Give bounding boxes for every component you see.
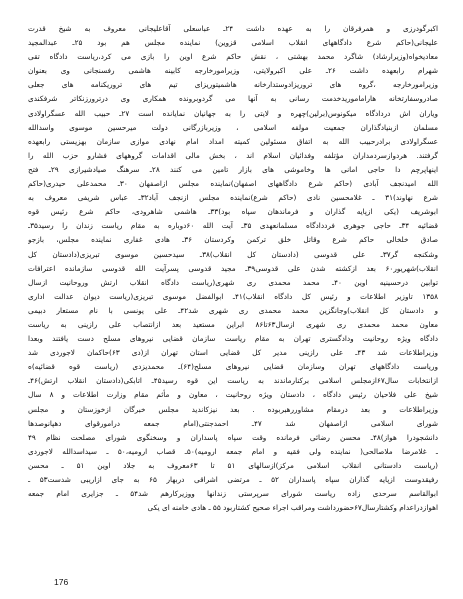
text-line: ۱۳۵۸ تاوزیر اطلاعات و رئیس کل دادگاه انقلاب)۴۱ـ ابوالفضل موسوی تبریزی(ریاست دیوان عدالت اداری [28,291,438,301]
text-line: اینهاپرچم دا حاجی امانی ها وخاموشی های بازار تامین می کنند ۲۸ـ سرهنگ صیادشیرازی ۲۹ـ فتح [28,164,438,174]
body-text [28,22,438,515]
text-line: اهوازدراعدام وکشتارسال۶۷حضورداشت ومراقب اجراء صحیح کشتاربود ۵۵ ـ هادی خامنه ای یکی [147,503,438,513]
text-line: عسگراولادی برادرحبیب الله به اتفاق مسئولین کمیته امداد امام نهادی موازی سازمان بهزیستی رابعهده [28,136,438,146]
text-line: ویاران اش دردادگاه میکونوس(برلین)چهره و لایتی را به جهانیان نمایانده است ۲۷ـ حبیب الله عسگراولادی [28,108,438,118]
text-line: شرع نهاوند)۳۱ ـ غلامحسین نادی (حاکم شرع)نماینده مجلس ازنجف آباد۳۲ـ عباس شریفی معروف به [28,193,438,203]
text-line: وشکنجه گر۳۷ـ علی قدوسی (دادستان کل انقلاب)۳۸ـ سیدحسین موسوی تبریزی(دادستان کل [28,249,438,259]
text-line: معاون محمد محمدی ری شهری ازسال۶۳تا۸۶ ابراین مستعید بعد ازانتصاب علی رازینی به ریاست [28,319,438,329]
text-line: انقلاب)شهریور۶۰ بعد ازکشته شدن علی قدوسی۳۹ـ مجید قدوسی پسرآیت الله قدوسی سازمانده اعترافات [28,263,438,273]
text-line: صادروسفارتخانه هاراماموریدخدمت رسانی به آنها می گردوبرونده همکاری وی درترورزنکاتر شرفکندی [28,94,438,104]
text-line: دادگاه ویژه روحانیت ودادگستری تهران به مقام ریاست سازمان قضایی نیروهای مسلح دست یافتند وبعدا [28,334,438,344]
text-line: مسلمان ازبنیادگذاران جمعیت مولفه اسلامی ، وزیربازرگانی دولت میرحسین موسوی واسدالله [28,122,438,132]
text-line: شهرام رابعهده داشت ۲۶ـ علی اکبرولایتی، وزیرامورخارجه کابینه هاشمی رفسنجانی وی بعنوان [28,66,438,76]
text-line: شیخ علی فلاحیان رئیس دادگاه ، دادستان ویژه روحانیت ، معاون و مأثم مقام وزارت اطلاعات و ۸ سال [28,390,438,400]
text-line: اکبرگودرزی و همرفرقان را به عهده داشت ۲۴ـ عباسعلی آقاعلیجانی معروف به شیخ قدرت [28,24,438,33]
page-number: 176 [54,577,69,587]
text-line: قضائیه ۳۴ـ حاجی جوهری فرددادگاه مسلمانعهدی ۳۵ـ آیت الله ۶۰دوباره به مقام ریاست زندان را رسید۳۵ـ [28,221,438,231]
text-line: شورای اسلامی ازاصفهان شد ۴۷ـ احمدجنتی(امام جمعه درامورقوای دهپانوصدها [28,418,438,428]
text-line: صادق خلخالی حاکم شرع وقاتل خلق ترکمن وکردستان ۳۶ـ هادی غفاری نماینده مجلس، بازجو [28,235,438,245]
text-line: وریاست دادگاههای تهران وسازمان قضایی نیروهای مسلح(۶۴)ـ محمدیزدی (ریاست قوه قضائیه)ه [28,362,438,372]
text-line: ابوالقاسم سرحدی زاده ریاست شورای سرپرستی زندانها ووزیرکارهم شد۵۴ ـ جزایری امام جمعه [28,489,438,499]
text-line: الله امیدنجف آبادی (حاکم شرع دادگاههای اصفهان)نماینده مجلس ازاصفهان ۳۰ـ محمدعلی حیدری(حاکم [28,179,438,189]
text-line: ابوشریف (یکی ازپایه گذاران و فرماندهان سپاه بود)۳۳ـ هاشمی شاهرودی، حاکم شرع رئیس قوه [28,207,438,217]
text-line: رفیقدوست ازپایه گذاران سپاه پاسداران ۵۲ ـ مرتضی اشراقی دربهار ۶۵ به جای ازاریبی شدست۵۳ ـ [28,475,438,484]
text-line: ـ غلامرضا ملاصالحی( نماینده ولی فقیه و امام جمعه ارومیه)۵۰ـ قصاب ارومیه،۵۰ ـ سیداسدالله لاجوردی [28,446,438,456]
text-line: گرفتند. هردوازسردمداران مؤتلفه وفدائیان اسلام اند ، بخش مالی اقدامات گروههای فشارو حزب الله را [28,150,438,160]
text-line: ازانتخابات سال۶۷ازمجلس اسلامی برکنارماندند به ریاست این قوه رسید۴۵ـ اتابکی(دادستان انقلاب ارتش)۴۶ـ [28,376,438,386]
text-line: و دادستان کل انقلاب)وجانگزین محمد محمدی ری شهری شد۴۲ـ علی یونسی با نام مستعار دبیمی [28,305,438,315]
text-line: توابین درحسینیه اوین ۴۰ـ محمد محمدی ری شهری(ریاست دادگاه انقلاب ارتش وروحانیت ازسال [28,277,438,287]
text-line: وزیرامورخارجه ،گروه های تروریزادوستدارخانه هاشمیتوریزای تیم های تروریکنامه های جعلی [28,80,438,90]
text-line: (ریاست دادستانی انقلاب اسلامی مرکز)ازسالهای ۵۱ تا ۶۳معروف به جلاد اوین ۵۱ ـ محسن [28,460,438,470]
text-line: علیجانی(حاکم شرع دادگاههای انقلاب اسلامی قزوین) نماینده مجلس هم بود ۲۵ـ عبدالمجید [28,38,438,48]
text-line: وزیراطلاعات و بعد درمقام مشاوررهبربوده . بعد نیزکاندید مجلس خبرگان ازخوزستان و مجلس [28,404,438,414]
text-line: معادیخواه(وزیرارشاد) شاگرد محمد بهشتی ، نقش حاکم شرع اوین را بازی می کرد،ریاست دادگاه تقی [28,52,438,62]
text-line: وزیراطلاعات شد ۴۳ـ علی رازینی مدیر کل قضایی استان تهران از(دی ۶۳)حاکمان لاجوردی شد [28,348,438,358]
text-line: دانشجودرا هواز)۴۸ـ محسن رضائی فرمانده وقت سپاه پاسداران و وسخنگوی شورای مصلحت نظام ۴۹ [28,432,438,442]
